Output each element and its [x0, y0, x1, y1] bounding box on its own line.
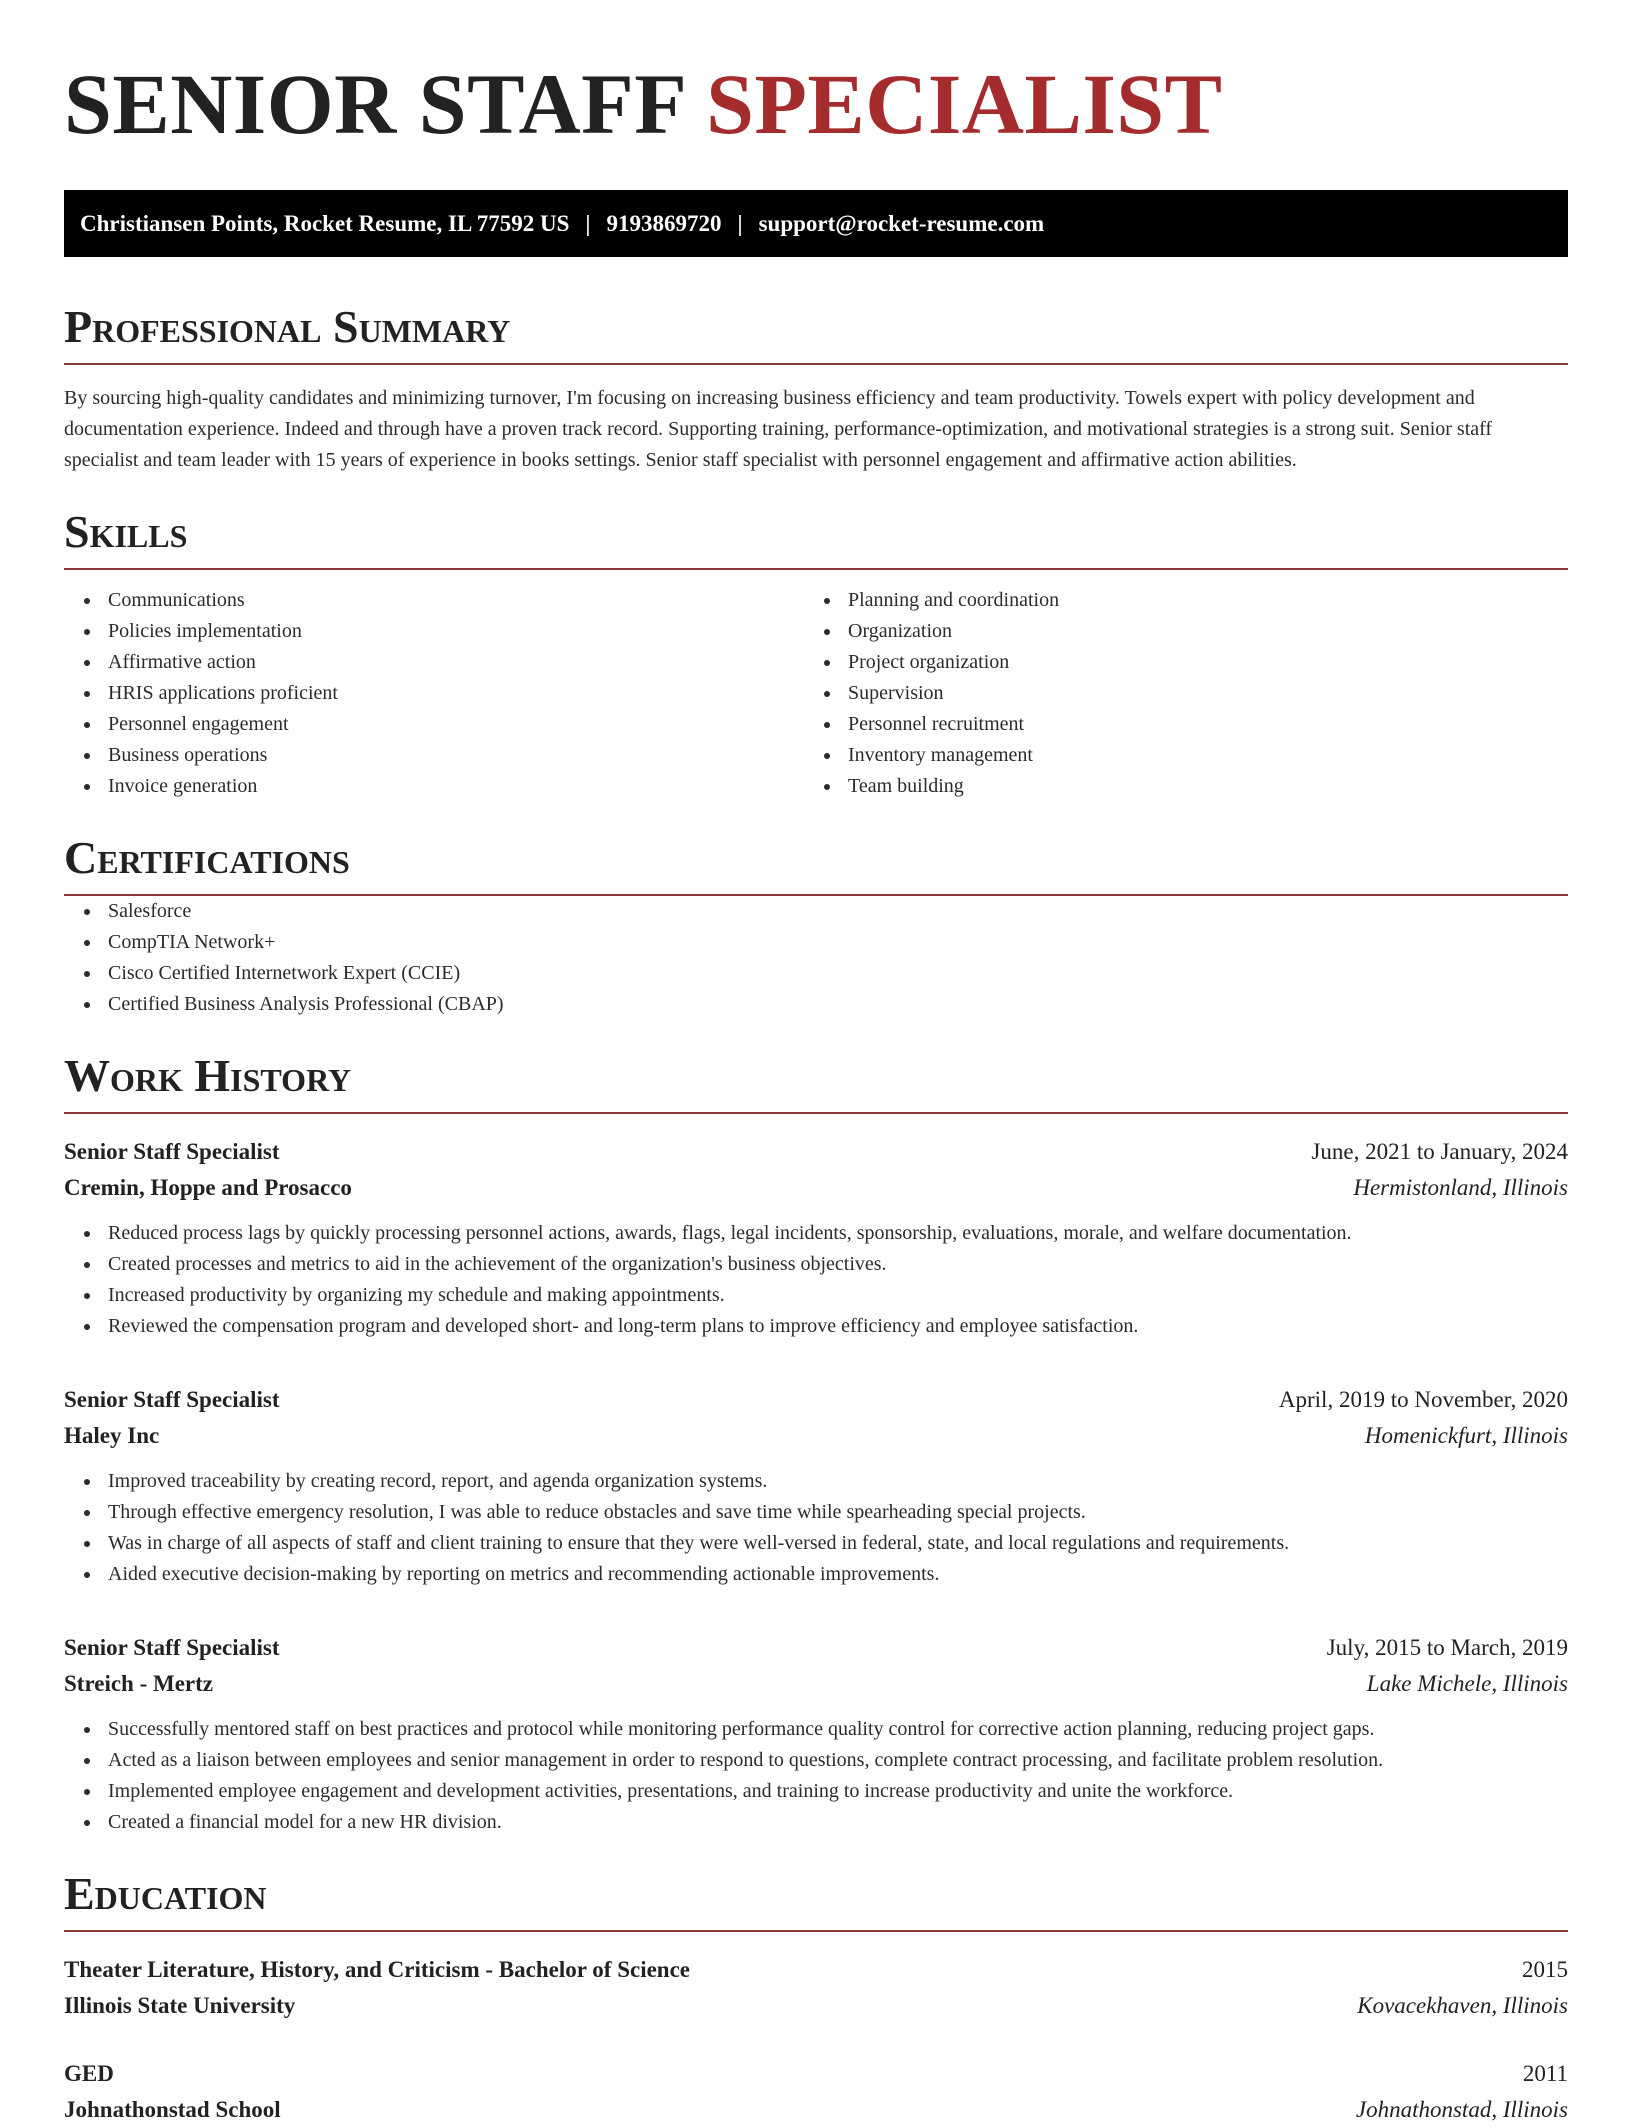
job-header-row	[64, 1630, 1568, 1666]
summary-text: By sourcing high-quality candidates and minimizing turnover, I'm focusing on increasing business efficiency and team productivity. Towels expert with policy development and documentation experience. Indeed and through have a proven track record. Supporting training, performance-optimization, and motivational strategies is a strong suit. Senior staff specialist and team leader with 15 years of experience in books settings. Senior staff specialist with personnel engagement and affirmative action abilities.	[64, 387, 1493, 471]
job-bullet: Successfully mentored staff on best practices and protocol while monitoring performance quality control for corrective action planning, reducing project gaps.	[108, 1714, 1568, 1745]
section-divider	[64, 1930, 1568, 1932]
job-role: Senior Staff Specialist	[64, 1387, 280, 1412]
job-bullet: Improved traceability by creating record, report, and agenda organization systems.	[108, 1466, 1568, 1497]
contact-bar	[64, 190, 1568, 257]
certifications-list	[64, 896, 1568, 1020]
skills-column-right	[804, 585, 1544, 802]
contact-separator: |	[585, 210, 591, 236]
education-section	[64, 1868, 1568, 2128]
job-bullet: Implemented employee engagement and development activities, presentations, and training to increase productivity and unite the workforce.	[108, 1776, 1568, 1807]
job-entry	[64, 1134, 1568, 1342]
education-location: Kovacekhaven, Illinois	[1357, 1993, 1568, 2018]
skill-item: Organization	[848, 616, 1544, 647]
job-role: Senior Staff Specialist	[64, 1139, 280, 1164]
contact-email[interactable]: support@rocket-resume.com	[758, 210, 1045, 236]
job-bullet: Aided executive decision-making by reporting on metrics and recommending actionable improvements.	[108, 1559, 1568, 1590]
certifications-section	[64, 832, 1568, 1020]
section-title-certifications: Certifications	[64, 832, 350, 883]
title-part-1: SENIOR STAFF	[64, 56, 685, 152]
education-school-row	[64, 2092, 1568, 2128]
job-company: Haley Inc	[64, 1423, 160, 1448]
education-header-row	[64, 1952, 1568, 1988]
skills-grid	[64, 585, 1568, 802]
certification-item: Salesforce	[108, 896, 1568, 927]
education-entry	[64, 1952, 1568, 2024]
job-bullets	[64, 1218, 1568, 1342]
summary-section	[64, 301, 1568, 476]
education-year: 2015	[1522, 1957, 1568, 1982]
job-bullet: Created processes and metrics to aid in the achievement of the organization's business objectives.	[108, 1249, 1568, 1280]
certification-item: Cisco Certified Internetwork Expert (CCIE)	[108, 958, 1568, 989]
skill-item: Personnel recruitment	[848, 709, 1544, 740]
job-bullet: Increased productivity by organizing my schedule and making appointments.	[108, 1280, 1568, 1311]
job-company-row	[64, 1418, 1568, 1454]
skill-item: Communications	[108, 585, 804, 616]
education-entry	[64, 2056, 1568, 2128]
job-entry	[64, 1630, 1568, 1838]
education-degree: Theater Literature, History, and Criticism - Bachelor of Science	[64, 1957, 690, 1982]
education-location: Johnathonstad, Illinois	[1355, 2097, 1568, 2122]
page-title	[64, 58, 1568, 150]
skill-item: Invoice generation	[108, 771, 804, 802]
section-title-skills: Skills	[64, 506, 188, 557]
certification-item: Certified Business Analysis Professional (CBAP)	[108, 989, 1568, 1020]
job-bullets	[64, 1714, 1568, 1838]
skills-section	[64, 506, 1568, 802]
job-location: Lake Michele, Illinois	[1366, 1671, 1568, 1696]
contact-phone: 9193869720	[606, 210, 722, 236]
certification-item: CompTIA Network+	[108, 927, 1568, 958]
skills-list-left	[64, 585, 804, 802]
contact-separator: |	[737, 210, 743, 236]
work-history-section	[64, 1050, 1568, 1838]
skill-item: Inventory management	[848, 740, 1544, 771]
section-divider	[64, 1112, 1568, 1114]
job-company: Cremin, Hoppe and Prosacco	[64, 1175, 352, 1200]
section-title-summary: Professional Summary	[64, 301, 511, 352]
job-header-row	[64, 1134, 1568, 1170]
job-location: Hermistonland, Illinois	[1353, 1175, 1568, 1200]
education-year: 2011	[1522, 2061, 1568, 2086]
education-school-row	[64, 1988, 1568, 2024]
resume-page	[64, 0, 1568, 2128]
job-bullet: Through effective emergency resolution, I was able to reduce obstacles and save time while spearheading special projects.	[108, 1497, 1568, 1528]
skill-item: Supervision	[848, 678, 1544, 709]
job-bullet: Created a financial model for a new HR division.	[108, 1807, 1568, 1838]
skills-list-right	[804, 585, 1544, 802]
section-divider	[64, 568, 1568, 570]
section-divider	[64, 363, 1568, 365]
education-school: Johnathonstad School	[64, 2097, 281, 2122]
job-dates: July, 2015 to March, 2019	[1326, 1635, 1568, 1660]
job-dates: April, 2019 to November, 2020	[1278, 1387, 1568, 1412]
education-degree: GED	[64, 2061, 114, 2086]
job-bullet: Reduced process lags by quickly processing personnel actions, awards, flags, legal incidents, sponsorship, evaluations, morale, and welfare documentation.	[108, 1218, 1568, 1249]
job-bullet: Reviewed the compensation program and developed short- and long-term plans to improve efficiency and employee satisfaction.	[108, 1311, 1568, 1342]
education-school: Illinois State University	[64, 1993, 296, 2018]
skill-item: Policies implementation	[108, 616, 804, 647]
skill-item: Business operations	[108, 740, 804, 771]
section-title-work-history: Work History	[64, 1050, 352, 1101]
contact-address: Christiansen Points, Rocket Resume, IL 77592 US	[80, 210, 570, 236]
job-dates: June, 2021 to January, 2024	[1311, 1139, 1568, 1164]
section-title-education: Education	[64, 1868, 267, 1919]
job-bullet: Was in charge of all aspects of staff and client training to ensure that they were well-versed in federal, state, and local regulations and requirements.	[108, 1528, 1568, 1559]
job-bullets	[64, 1466, 1568, 1590]
skill-item: Personnel engagement	[108, 709, 804, 740]
job-role: Senior Staff Specialist	[64, 1635, 280, 1660]
job-header-row	[64, 1382, 1568, 1418]
skill-item: Project organization	[848, 647, 1544, 678]
skills-column-left	[64, 585, 804, 802]
education-header-row	[64, 2056, 1568, 2092]
job-company: Streich - Mertz	[64, 1671, 213, 1696]
job-entry	[64, 1382, 1568, 1590]
job-company-row	[64, 1666, 1568, 1702]
skill-item: Planning and coordination	[848, 585, 1544, 616]
skill-item: HRIS applications proficient	[108, 678, 804, 709]
skill-item: Team building	[848, 771, 1544, 802]
skill-item: Affirmative action	[108, 647, 804, 678]
title-part-2: SPECIALIST	[706, 56, 1223, 152]
job-location: Homenickfurt, Illinois	[1364, 1423, 1568, 1448]
job-company-row	[64, 1170, 1568, 1206]
job-bullet: Acted as a liaison between employees and senior management in order to respond to questions, complete contract processing, and facilitate problem resolution.	[108, 1745, 1568, 1776]
